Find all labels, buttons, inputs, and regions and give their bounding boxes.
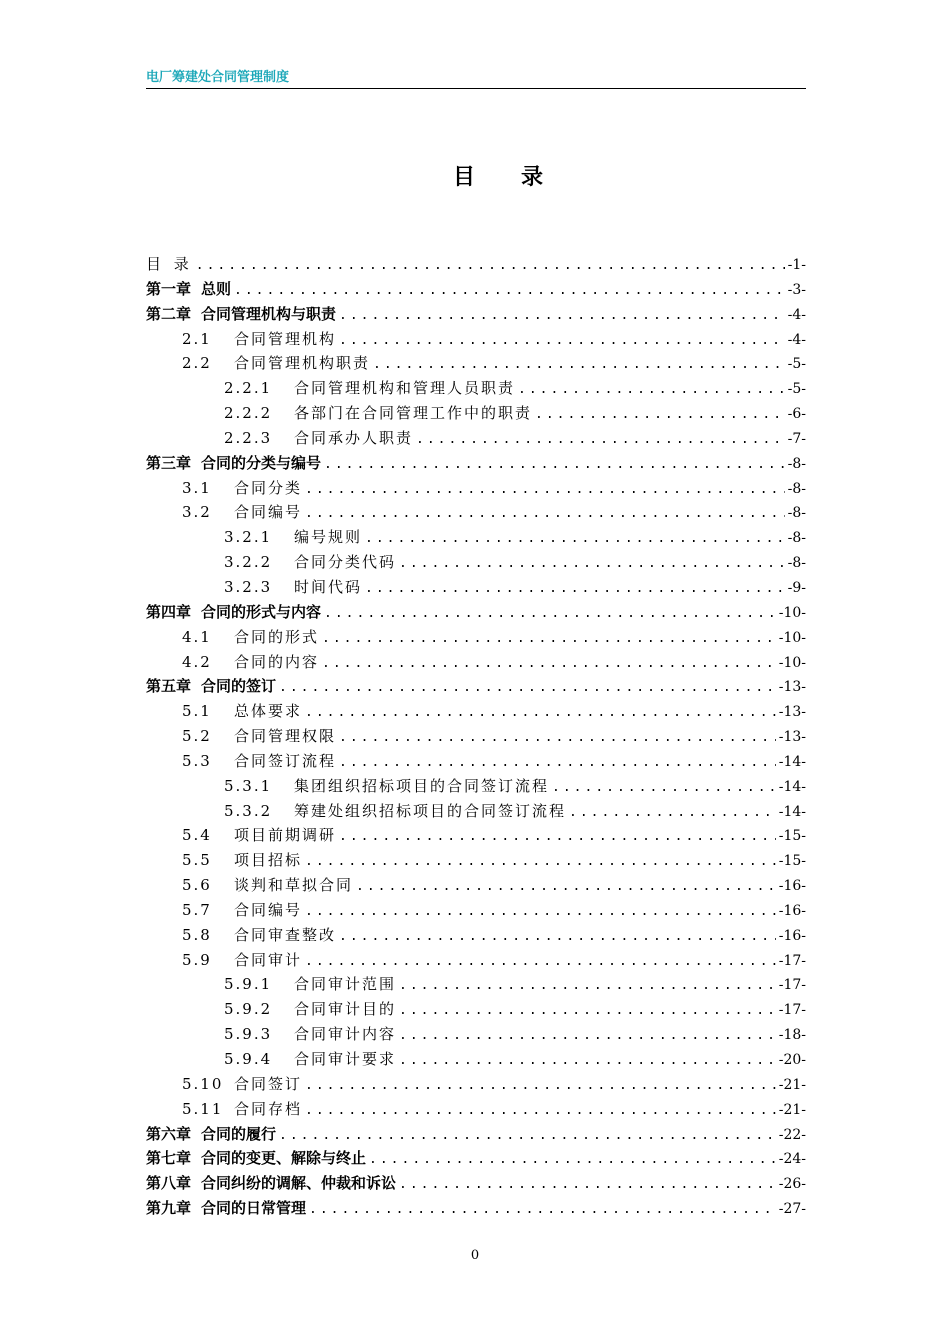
toc-dot-leader xyxy=(373,353,785,378)
toc-entry[interactable] xyxy=(146,476,806,501)
toc-dot-leader xyxy=(339,726,776,751)
toc-entry-page: -17- xyxy=(778,952,806,969)
toc-entry-title: 合同审计要求 xyxy=(294,1050,397,1068)
toc-entry[interactable] xyxy=(146,376,806,401)
toc-entry-number: 第二章 xyxy=(146,304,192,323)
toc-entry-number: 5.8 xyxy=(182,925,212,944)
toc-entry[interactable] xyxy=(146,500,806,525)
toc-entry-number: 5.1 xyxy=(182,702,212,721)
toc-entry[interactable] xyxy=(146,1122,806,1147)
toc-entry-title: 合同管理权限 xyxy=(234,727,337,746)
header-title: 电厂筹建处合同管理制度 xyxy=(146,70,290,85)
toc-dot-leader xyxy=(399,1173,776,1198)
toc-entry-title: 筹建处组织招标项目的合同签订流程 xyxy=(294,801,567,820)
toc-entry[interactable] xyxy=(146,401,806,426)
toc-entry-title: 合同编号 xyxy=(234,900,303,919)
toc-entry[interactable] xyxy=(146,674,806,699)
toc-entry-page: -26- xyxy=(778,1176,806,1193)
toc-dot-leader xyxy=(339,329,785,354)
toc-entry-number: 2.1 xyxy=(182,329,212,348)
toc-entry-page: -10- xyxy=(778,604,806,621)
toc-entry-number: 5.2 xyxy=(182,727,212,746)
toc-entry-title: 合同存档 xyxy=(234,1099,303,1118)
toc-entry-title: 合同签订 xyxy=(234,1074,303,1093)
toc-entry-number: 第八章 xyxy=(146,1174,192,1193)
toc-entry-number: 第九章 xyxy=(146,1199,192,1218)
toc-dot-leader xyxy=(518,378,785,403)
toc-entry-page: -13- xyxy=(778,679,806,696)
toc-entry-title: 合同审计 xyxy=(234,950,303,969)
toc-entry-number: 5.9.4 xyxy=(224,1050,273,1068)
toc-entry-page: -16- xyxy=(778,878,806,895)
toc-dot-leader xyxy=(279,676,776,701)
toc-entry-title: 集团组织招标项目的合同签订流程 xyxy=(294,776,550,795)
toc-dot-leader xyxy=(234,279,785,304)
toc-entry-page: -16- xyxy=(778,902,806,919)
toc-dot-leader xyxy=(535,403,785,428)
toc-dot-leader xyxy=(305,850,776,875)
toc-entry[interactable] xyxy=(146,451,806,476)
page-header xyxy=(146,66,806,89)
toc-dot-leader xyxy=(305,478,785,503)
toc-dot-leader xyxy=(305,1099,776,1124)
toc-entry[interactable] xyxy=(146,823,806,848)
toc-entry-title: 合同审计目的 xyxy=(294,1000,397,1019)
toc-entry-page: -17- xyxy=(778,977,806,994)
toc-entry-title: 合同编号 xyxy=(234,503,303,522)
toc-entry-title: 合同的变更、解除与终止 xyxy=(201,1149,367,1168)
toc-entry-title: 合同的分类与编号 xyxy=(201,453,322,472)
toc-dot-leader xyxy=(309,1198,776,1223)
toc-entry-page: -17- xyxy=(778,1002,806,1019)
toc-entry[interactable] xyxy=(146,724,806,749)
toc-entry-page: -5- xyxy=(787,381,806,398)
page-title: 目录 xyxy=(452,165,589,190)
toc-entry[interactable] xyxy=(146,426,806,451)
toc-entry-page: -8- xyxy=(787,505,806,522)
toc-entry-page: -9- xyxy=(787,579,806,596)
toc-entry-title: 谈判和草拟合同 xyxy=(234,876,354,895)
toc-dot-leader xyxy=(339,751,776,776)
toc-entry-page: -10- xyxy=(778,654,806,671)
toc-dot-leader xyxy=(324,602,776,627)
page-number: 0 xyxy=(470,1248,480,1263)
toc-entry[interactable] xyxy=(146,997,806,1022)
toc-entry-number: 2.2.1 xyxy=(224,379,273,398)
toc-entry-title: 总体要求 xyxy=(234,702,303,721)
toc-entry[interactable] xyxy=(146,1196,806,1221)
toc-entry-page: -21- xyxy=(778,1076,806,1093)
toc-dot-leader xyxy=(365,577,785,602)
toc-entry-number: 第六章 xyxy=(146,1124,192,1143)
toc-entry-page: -8- xyxy=(787,555,806,572)
toc-entry-number: 5.3 xyxy=(182,751,212,770)
toc-entry-title: 合同审查整改 xyxy=(234,925,337,944)
toc-dot-leader xyxy=(305,950,776,975)
toc-dot-leader xyxy=(552,776,776,801)
toc-entry-page: -13- xyxy=(778,704,806,721)
toc-entry-page: -14- xyxy=(778,753,806,770)
toc-dot-leader xyxy=(399,552,785,577)
toc-entry-page: -10- xyxy=(778,629,806,646)
toc-entry-page: -8- xyxy=(787,455,806,472)
toc-entry-number: 第七章 xyxy=(146,1149,192,1168)
toc-dot-leader xyxy=(569,801,776,826)
toc-dot-leader xyxy=(399,974,776,999)
toc-entry-title: 时间代码 xyxy=(294,577,363,596)
toc-entry-number: 3.1 xyxy=(182,478,212,497)
toc-dot-leader xyxy=(399,999,776,1024)
toc-dot-leader xyxy=(339,925,776,950)
table-of-contents xyxy=(146,252,806,1221)
toc-entry-number: 5.9.3 xyxy=(224,1025,273,1044)
toc-dot-leader xyxy=(305,502,785,527)
toc-dot-leader xyxy=(322,652,776,677)
toc-entry-number: 5.3.1 xyxy=(224,776,273,795)
toc-dot-leader xyxy=(322,627,776,652)
toc-entry-title: 各部门在合同管理工作中的职责 xyxy=(294,404,533,423)
toc-entry-title: 合同管理机构 xyxy=(234,329,337,348)
toc-entry-number: 2.2.3 xyxy=(224,428,273,447)
toc-entry-page: -5- xyxy=(787,356,806,373)
toc-entry-number: 4.1 xyxy=(182,627,212,646)
toc-entry-page: -21- xyxy=(778,1101,806,1118)
toc-entry[interactable] xyxy=(146,848,806,873)
toc-entry[interactable] xyxy=(146,625,806,650)
toc-entry-title: 合同的履行 xyxy=(201,1124,277,1143)
toc-entry-number: 4.2 xyxy=(182,652,212,671)
toc-entry[interactable] xyxy=(146,600,806,625)
toc-entry[interactable] xyxy=(146,774,806,799)
toc-entry-title: 项目招标 xyxy=(234,851,303,870)
toc-entry-number: 5.4 xyxy=(182,826,212,845)
toc-entry-number: 第五章 xyxy=(146,677,192,696)
toc-entry[interactable] xyxy=(146,550,806,575)
toc-dot-leader xyxy=(339,304,785,329)
toc-entry[interactable] xyxy=(146,1171,806,1196)
toc-entry-title: 合同审计内容 xyxy=(294,1025,397,1044)
toc-dot-leader xyxy=(279,1124,776,1149)
toc-dot-leader xyxy=(369,1148,776,1173)
toc-entry-number: 3.2.2 xyxy=(224,553,273,572)
toc-entry[interactable] xyxy=(146,972,806,997)
toc-dot-leader xyxy=(416,428,785,453)
toc-entry-number: 第四章 xyxy=(146,602,192,621)
toc-entry-title: 编号规则 xyxy=(294,528,363,547)
toc-entry-title: 合同管理机构和管理人员职责 xyxy=(294,379,516,398)
toc-entry-title: 合同分类代码 xyxy=(294,553,397,572)
toc-entry-title: 合同纠纷的调解、仲裁和诉讼 xyxy=(201,1174,397,1193)
toc-entry-page: -6- xyxy=(787,406,806,423)
toc-entry-page: -16- xyxy=(778,927,806,944)
toc-entry-page: -27- xyxy=(778,1201,806,1218)
toc-entry-title: 合同的内容 xyxy=(234,652,320,671)
toc-entry-page: -20- xyxy=(778,1052,806,1068)
toc-entry-page: -7- xyxy=(787,430,806,447)
toc-entry-page: -14- xyxy=(778,778,806,795)
toc-entry-number: 3.2 xyxy=(182,503,212,522)
toc-dot-leader xyxy=(196,254,785,279)
toc-entry[interactable] xyxy=(146,749,806,774)
toc-entry[interactable] xyxy=(146,1097,806,1122)
toc-entry-page: -4- xyxy=(787,331,806,348)
toc-entry[interactable] xyxy=(146,923,806,948)
toc-entry-number: 5.3.2 xyxy=(224,801,273,820)
toc-entry[interactable] xyxy=(146,1146,806,1171)
toc-dot-leader xyxy=(324,453,785,478)
toc-entry-title: 合同管理机构职责 xyxy=(234,354,371,373)
toc-dot-leader xyxy=(365,527,785,552)
toc-entry-title: 目 录 xyxy=(146,255,193,273)
toc-entry-page: -15- xyxy=(778,853,806,870)
toc-entry-page: -15- xyxy=(778,828,806,845)
toc-entry-title: 项目前期调研 xyxy=(234,826,337,845)
toc-entry-page: -8- xyxy=(787,480,806,497)
toc-entry[interactable] xyxy=(146,1072,806,1097)
toc-entry-number: 5.9 xyxy=(182,950,212,969)
toc-entry[interactable] xyxy=(146,575,806,600)
toc-entry[interactable] xyxy=(146,525,806,550)
toc-entry[interactable] xyxy=(146,1047,806,1072)
toc-entry-page: -1- xyxy=(787,257,806,273)
toc-dot-leader xyxy=(305,900,776,925)
toc-dot-leader xyxy=(305,1074,776,1099)
toc-entry-number: 2.2.2 xyxy=(224,404,273,423)
toc-entry-number: 5.7 xyxy=(182,900,212,919)
toc-entry[interactable] xyxy=(146,873,806,898)
toc-entry-title: 合同的形式与内容 xyxy=(201,602,322,621)
toc-entry-page: -14- xyxy=(778,803,806,820)
toc-entry-title: 合同审计范围 xyxy=(294,975,397,994)
toc-entry-number: 5.5 xyxy=(182,851,212,870)
toc-entry-page: -24- xyxy=(778,1151,806,1168)
toc-entry-title: 合同签订流程 xyxy=(234,751,337,770)
toc-entry[interactable] xyxy=(146,302,806,327)
toc-entry-page: -18- xyxy=(778,1027,806,1044)
toc-entry[interactable] xyxy=(146,1022,806,1047)
toc-entry-page: -13- xyxy=(778,729,806,746)
toc-entry-number: 5.10 xyxy=(182,1074,224,1093)
toc-entry[interactable] xyxy=(146,351,806,376)
toc-dot-leader xyxy=(399,1024,776,1049)
toc-entry[interactable] xyxy=(146,277,806,302)
toc-dot-leader xyxy=(339,825,776,850)
toc-entry[interactable] xyxy=(146,650,806,675)
toc-entry-title: 合同管理机构与职责 xyxy=(201,304,337,323)
toc-entry[interactable] xyxy=(146,699,806,724)
toc-dot-leader xyxy=(356,875,776,900)
toc-entry-page: -3- xyxy=(787,281,806,298)
toc-entry[interactable] xyxy=(146,948,806,973)
toc-entry-number: 第一章 xyxy=(146,279,192,298)
toc-entry[interactable] xyxy=(146,252,806,277)
toc-entry-number: 3.2.3 xyxy=(224,577,273,596)
toc-entry-number: 5.11 xyxy=(182,1099,224,1118)
toc-entry-page: -4- xyxy=(787,306,806,323)
toc-entry-number: 5.9.1 xyxy=(224,975,273,994)
toc-entry-number: 5.6 xyxy=(182,876,212,895)
toc-dot-leader xyxy=(399,1049,776,1074)
toc-entry-number: 第三章 xyxy=(146,453,192,472)
toc-entry[interactable] xyxy=(146,327,806,352)
toc-entry-number: 3.2.1 xyxy=(224,528,273,547)
toc-entry-page: -22- xyxy=(778,1126,806,1143)
toc-entry-title: 总则 xyxy=(201,279,232,298)
toc-entry-title: 合同的日常管理 xyxy=(201,1199,307,1218)
toc-entry-number: 5.9.2 xyxy=(224,1000,273,1019)
toc-entry-title: 合同的形式 xyxy=(234,627,320,646)
toc-entry[interactable] xyxy=(146,799,806,824)
toc-entry-title: 合同分类 xyxy=(234,478,303,497)
toc-dot-leader xyxy=(305,701,776,726)
toc-entry[interactable] xyxy=(146,898,806,923)
toc-entry-number: 2.2 xyxy=(182,354,212,373)
toc-entry-title: 合同的签订 xyxy=(201,677,277,696)
toc-entry-title: 合同承办人职责 xyxy=(294,428,414,447)
toc-entry-page: -8- xyxy=(787,530,806,547)
